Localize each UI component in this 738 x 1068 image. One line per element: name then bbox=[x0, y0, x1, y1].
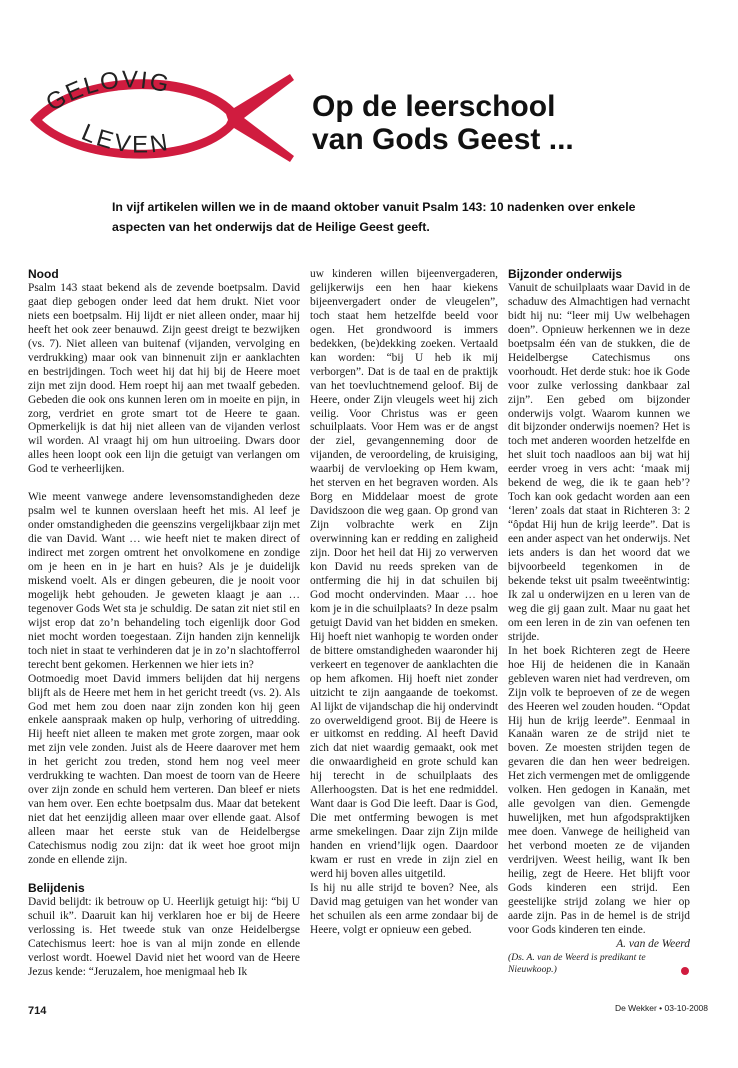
paragraph: Vanuit de schuilplaats waar David in de schaduw des Almachtigen had vernacht bidt hij nu: “leer mij Uw welbehagen doen”. Opnieuw herkennen we in deze boetpsalm één van de stukken, die de Heidelbergse Catechismus ons voorhoudt. Het derde stuk: hoe ik Gode voor zulke verlossing dankbaar zal zijn”. Een gebed om bijzonder onderwijs volgt. Waarom kunnen we dit bijzonder onderwijs noemen? Het is toch met anderen woorden hetzelfde en het sluit toch naadloos aan bij wat hij eerder vroeg in vers acht: ‘maak mij bekend de weg, die ik te gaan heb’? Toch kan ook gedacht worden aan een ‘leren’ zoals dat staat in Richteren 3: 2 “ôpdat Hij hun de krijg leerde”. Dat is een ander aspect van het onderwijs. Net iets anders is dan het woord dat we bijvoorbeeld tegenkomen in de bekende tekst uit psalm tweeëntwintig: Ik zal u onderwijzen en u leren van de weg die gij gaan zult. Maar nu gaat het om een leren in de zin van oefenen ten strijde. bbox=[508, 281, 690, 643]
logo-bottom-text: LEVEN bbox=[77, 118, 173, 159]
gelovig-leven-logo bbox=[22, 64, 312, 172]
column-3 bbox=[508, 268, 690, 977]
paragraph: uw kinderen willen bijeenvergaderen, gelijkerwijs een hen haar kiekens bijeenvergadert onder de vleugelen”, toch staat hem hetzelfde beeld voor ogen. Het grondwoord is immers bedekken, (be)dekking zoeken. Vertaald kan worden: “bij U heb ik mij verborgen”. Dat is de taal en de praktijk van het toevluchtnemend geloof. Bij de Heere, onder Zijn vleugels weet hij zich veilig. Voor Christus was er geen schuilplaats. Voor Hem was er de angst der ziel, gevangenneming door de vijanden, de veroordeling, de kruisiging, waarbij de vervloeking op Hem kwam, het sterven en het begraven worden. Als Borg en Middelaar moest de grote Davidszoon die weg gaan. Op grond van Zijn volbrachte werk en Zijn overwinning kan er redding en zaligheid zijn. Door het heil dat Hij zo verwerven kon David nu reeds spreken van de ontferming die hij in dat schuilen bij God mocht ondervinden. Maar … hoe kom je in die schuilplaats? In deze psalm getuigt David van het bidden en smeken. Hij hoeft niet wanhopig te worden onder de bittere omstandigheden waaronder hij verkeert en tegenover de aanklachten die op hem afkomen. Hij hoeft niet zonder uitzicht te zijn aangaande de toekomst. Al lijkt de vijandschap die hij ondervindt zo overweldigend groot. Bij de Heere is er uitkomst en redding. Al heeft David zich dat niet waardig gemaakt, ook met die onwaardigheid en grote schuld kan hij terecht in de schuilplaats des Allerhoogsten. Dat is het ene redmiddel. Want daar is God Die leeft. Daar is God, Die met ontferming bewogen is met arme smekelingen. Daar zijn Zijn milde handen en vriend’lijk ogen. Daardoor kwam er rust en vrede in zijn ziel en werd hij boven alles uitgetild. bbox=[310, 268, 498, 880]
paragraph: Psalm 143 staat bekend als de zevende boetpsalm. David gaat diep gebogen onder leed dat hem drukt. Niet voor niets een boetpsalm. Hij lijdt er niet alleen onder, maar hij heeft het ook zeer benauwd. Zijn geest dreigt te bezwijken (vs. 7). Niet alleen van buitenaf (vijanden, vervolging en verdrukking) maar ook van binnenuit zijn er aanklachten en bestrijdingen. Toch weet hij dat hij bij de Heere moet zijn met zijn dood. Hem roept hij aan met twaalf gebeden. Gebeden die ook ons kunnen leren om in moeite en pijn, in zorg, verdriet en grote smart tot de Heere te gaan. Opmerkelijk is dat hij niet alleen van de vijanden verlost wil worden. Al vraagt hij om hun uitroeiing. Dwars door alles heen loopt ook een lijn die getuigt van verlangen om God te verheerlijken. bbox=[28, 281, 300, 476]
heading-belijdenis: Belijdenis bbox=[28, 880, 85, 895]
article-title bbox=[312, 90, 712, 156]
article-title-line-2: van Gods Geest ... bbox=[312, 123, 574, 156]
column-1 bbox=[28, 268, 300, 980]
column-2 bbox=[310, 268, 498, 938]
end-mark-dot bbox=[681, 967, 689, 975]
paragraph: Is hij nu alle strijd te boven? Nee, als David mag getuigen van het wonder van het schuilen als een arme zondaar bij de Heere, volgt er opnieuw een gebed. bbox=[310, 881, 498, 936]
paragraph: Ootmoedig moet David immers belijden dat hij nergens blijft als de Heere met hem in het gericht treedt (vs. 2). Als God met hem zou doen naar zijn zonden kon hij geen enkele aanspraak maken op hulp, verhoring of uitredding. Hij heeft niet alleen te maken met grote zorgen, maar ook met zijn vele zonden. Juist als de Heere daarover met hem in het gericht zou treden, stond hem nog veel meer verdrukking te wachten. Dan moest de toorn van de Heere over zijn zonde en schuld hem verteren. Dan bleef er niets van hem over. Een echte boetpsalm dus. Maar dat betekent niet dat het eenzijdig alleen maar over ellende gaat. Alsof alleen maar het eerste stuk van de Heidelbergse Catechismus nodig zou zijn: dat ik weet hoe groot mijn zonde en ellende zijn. bbox=[28, 672, 300, 867]
heading-bijzonder-onderwijs: Bijzonder onderwijs bbox=[508, 267, 623, 281]
fish-icon bbox=[22, 64, 312, 172]
paragraph: In het boek Richteren zegt de Heere hoe Hij de heidenen die in Kanaän gebleven waren niet had verdreven, om Zijn volk te beproeven of ze de wegen des Heeren wel zouden houden. “Opdat Hij hun de krijg leerde”. Eenmaal in Kanaän waren ze de strijd niet te boven. Ze moesten strijden tegen de gevaren die dan hen weer bedreigen. Het zich vermengen met de omliggende volken. Hen gedogen in Kanaän, met alle gevolgen van dien. Gemengde huwelijken, met hun afgodspraktijken mee doen. Vanwege de heiligheid van het verbond moeten ze de vijanden verdrijven. Weest heilig, want Ik ben heilig, zegt de Heere. Het blijft voor Gods kinderen een strijd. Een geestelijke strijd zolang we hier op aarde zijn. Pas in de hemel is de strijd voor Gods kinderen ten einde. bbox=[508, 644, 690, 936]
author-note: (Ds. A. van de Weerd is predikant te Nieuwkoop.) bbox=[508, 951, 646, 976]
paragraph: David belijdt: ik betrouw op U. Heerlijk getuigt hij: “bij U schuil ik”. Daaruit kan hij verklaren hoe er bij de Heere verlossing is. Het tweede stuk van onze Heidelbergse Catechismus leert: hoe is van al mijn zonde en ellende verlost wordt. Hoewel David niet het woord van de Heere Jezus kende: “Jeruzalem, hoe menigmaal heb Ik bbox=[28, 895, 300, 978]
paragraph: Wie meent vanwege andere levensomstandigheden deze psalm wel te kunnen overslaan heeft het mis. Al leef je onder omstandigheden die geenszins vergelijkbaar zijn met die van David. Want … wie heeft niet te maken direct of indirect met zorgen omtrent het onvolkomene en zondige om je heen en in je hart en huis? Als je je duidelijk miskend voelt. Als er dingen gebeuren, die je nooit voor mogelijk hebt gehouden. Je geweten klaagt je aan … tegenover Gods Wet sta je schuldig. De satan zit niet stil en wijst erop dat zo’n behandeling toch eigenlijk door God niet mocht worden toegestaan. Zijn handen zijn kennelijk toch niet in staat te verhinderen dat je in zo’n slachtofferrol terecht bent gekomen. Herkennen we hier iets in? bbox=[28, 491, 300, 671]
heading-nood: Nood bbox=[28, 267, 59, 281]
lead-paragraph: In vijf artikelen willen we in de maand oktober vanuit Psalm 143: 10 nadenken over enkele aspecten van het onderwijs dat de Heilige Geest geeft. bbox=[112, 200, 636, 234]
page-number: 714 bbox=[28, 1005, 47, 1017]
author-signature: A. van de Weerd bbox=[616, 937, 690, 950]
article-title-line-1: Op de leerschool bbox=[312, 90, 556, 123]
logo-top-text: GELOVIG bbox=[41, 66, 174, 117]
publication-footer: De Wekker • 03-10-2008 bbox=[614, 1003, 708, 1013]
